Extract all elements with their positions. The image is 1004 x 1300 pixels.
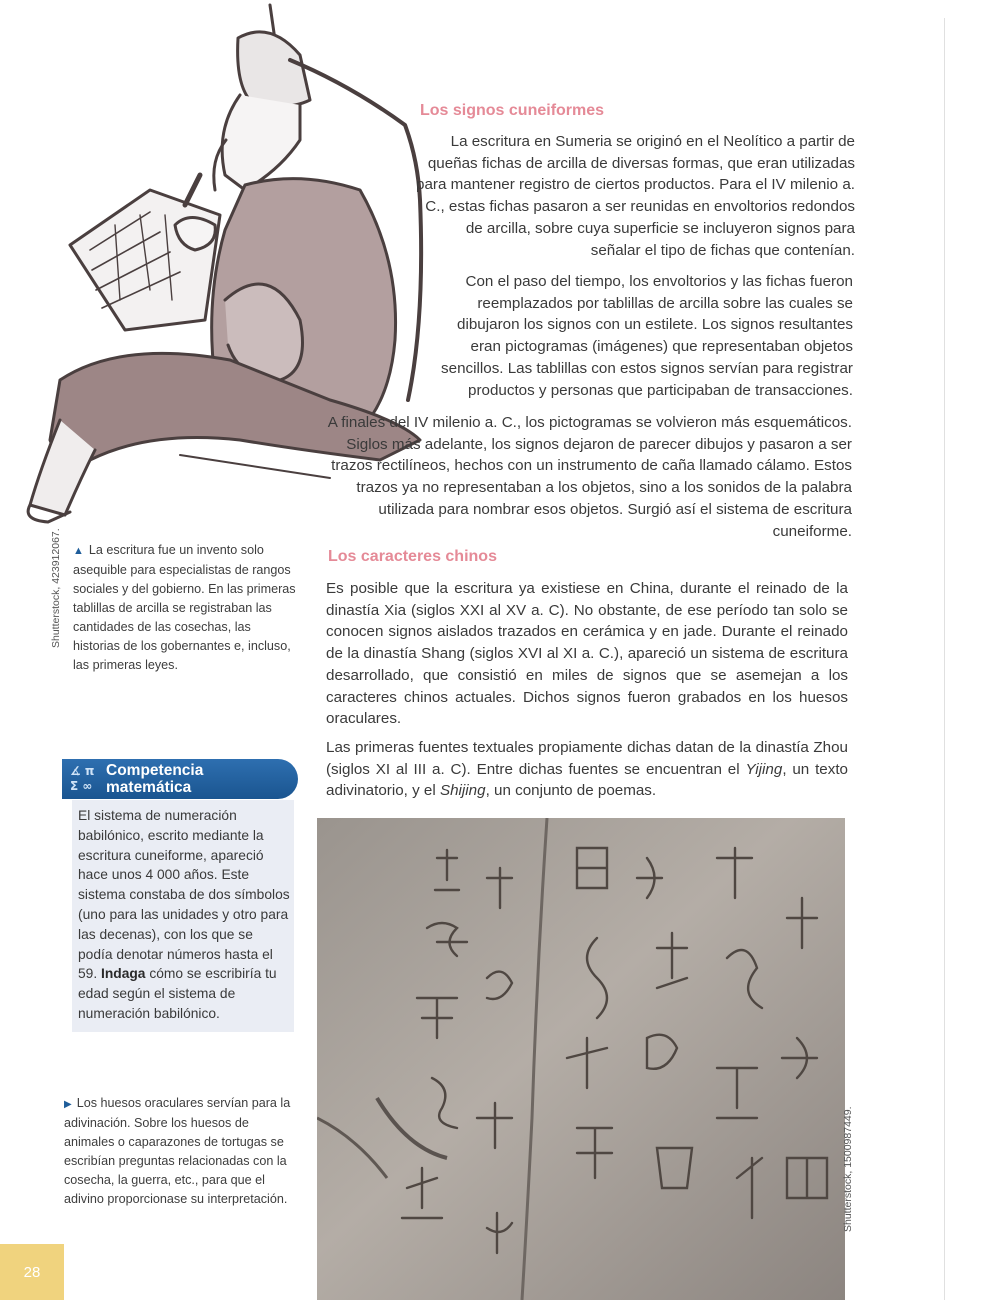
illustration-caption-text: La escritura fue un invento solo asequible para especialistas de rangos sociales y del gobierno. En las primeras tablillas de arcilla se registraban las cantidades de las cosechas, las historias de los gobernantes e, incluso, las primeras leyes. xyxy=(73,543,296,672)
yijing-title: Yijing xyxy=(745,760,783,778)
photo-credit-2: Shutterstock, 1500987449. xyxy=(842,1106,854,1232)
chinese-paragraph-2 xyxy=(326,737,848,802)
section-heading-chinese: Los caracteres chinos xyxy=(328,548,497,565)
cuneiform-paragraph-1: La escritura en Sumeria se originó en el Neolítico a partir de queñas fichas de arcilla de diversas formas, que eran utilizadas para mantener registro de ciertos productos. Para el IV milenio a. C., estas fichas pasaron a ser reunidas en envoltorios redondos de arcilla, sobre cuya superficie se incluyeron signos para señalar el tipo de fichas que contenían. xyxy=(416,133,855,259)
photo-credit-1: Shutterstock, 423912067. xyxy=(50,528,62,648)
chinese-paragraph-2-text-a: Las primeras fuentes textuales propiamente dichas datan de la dinastía Zhou (siglos XI al III a. C). Entre dichas fuentes se encuentran el xyxy=(326,739,848,778)
chinese-paragraph-2-text-b: , un texto adivinatorio, y el xyxy=(326,760,849,800)
illustration-caption xyxy=(73,541,301,675)
page-edge xyxy=(944,18,945,1300)
competencia-text-main: El sistema de numeración babilónico, escrito mediante la escritura cuneiforme, apareció hace unos 4 000 años. Este sistema constaba de dos símbolos (uno para las unidades y otro para las decenas), con los que se podía denotar números hasta el 59. xyxy=(78,808,290,982)
oracle-bone-photo xyxy=(317,818,845,1300)
competencia-text-bold: Indaga xyxy=(101,966,146,982)
oracle-bone-caption xyxy=(64,1094,296,1209)
competencia-title xyxy=(106,762,203,796)
competencia-text xyxy=(78,806,290,1024)
math-symbols-icon: ∡ π Σ ∞ xyxy=(70,764,95,793)
competencia-title-line2: matemática xyxy=(106,779,192,796)
competencia-title-line1: Competencia xyxy=(106,762,204,779)
section-heading-cuneiform: Los signos cuneiformes xyxy=(420,102,605,119)
cuneiform-paragraph-3: A finales del IV milenio a. C., los pictogramas se volvieron más esquemáticos. Siglos más adelante, los signos dejaron de parecer dibujos y pasaron a ser trazos rectilíneos, hechos con un instrumento de caña llamado cálamo. Estos trazos ya no representaban a los objetos, sino a los sonidos de la palabra utilizada para nombrar esos objetos. Surgió así el sistema de escritura cuneiforme. xyxy=(327,414,852,540)
chinese-paragraph-2-text-c: , un conjunto de poemas. xyxy=(485,782,657,800)
cuneiform-paragraph-2: Con el paso del tiempo, los envoltorios y las fichas fueron reemplazados por tablillas de arcilla sobre las cuales se dibujaron los signos con un estilete. Los signos resultantes eran pictogramas (imágenes) que representaban objetos sencillos. Las tablillas con estos signos servían para registrar productos y personas que participaban de transacciones. xyxy=(441,273,853,399)
competencia-body xyxy=(72,800,294,1032)
competencia-text-end: cómo se escribiría tu edad según el sistema de numeración babilónico. xyxy=(78,966,277,1021)
triangle-right-icon: ▶ xyxy=(64,1099,72,1110)
competencia-header xyxy=(62,759,298,799)
shijing-title: Shijing xyxy=(439,782,486,800)
chinese-paragraph-1: Es posible que la escritura ya existiese en China, durante el reinado de la dinastía Xia (siglos XXI al XV a. C). No obstante, de ese período tan solo se conocen signos aislados trazados en cerámica y en jade. Durante el reinado de la dinastía Shang (siglos XVI al XI a. C.), apareció un sistema de escritura desarrollado, que consistió en miles de signos que se asemejan a los caracteres chinos actuales. Dichos signos fueron grabados en los huesos oraculares. xyxy=(326,580,848,728)
triangle-up-icon: ▲ xyxy=(73,545,84,557)
oracle-bone-caption-text: Los huesos oraculares servían para la adivinación. Sobre los huesos de animales o caparazones de tortugas se escribían preguntas relacionadas con la cosecha, la guerra, etc., para que el adivino proporcionase su interpretación. xyxy=(64,1096,291,1206)
page-number: 28 xyxy=(0,1244,64,1300)
